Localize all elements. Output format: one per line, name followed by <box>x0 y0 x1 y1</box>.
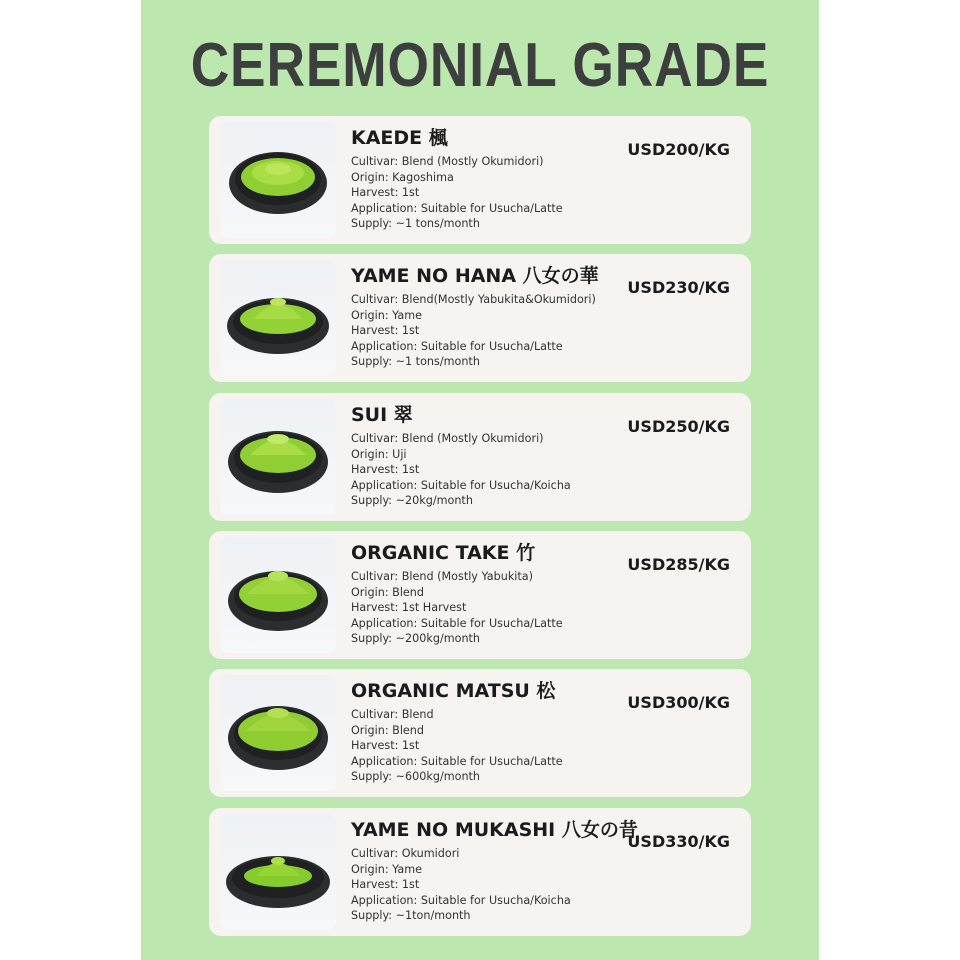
product-application: Application: Suitable for Usucha/Latte <box>351 754 563 768</box>
product-harvest: Harvest: 1st <box>351 186 420 199</box>
product-cultivar: Cultivar: Okumidori <box>351 847 460 860</box>
product-cultivar: Cultivar: Blend (Mostly Okumidori) <box>351 155 544 168</box>
product-name: SUI 翠 <box>351 404 413 426</box>
product-cultivar: Cultivar: Blend (Mostly Yabukita) <box>351 570 534 583</box>
product-price: USD330/KG <box>627 832 730 851</box>
catalog-page <box>141 0 819 960</box>
product-details <box>351 569 563 647</box>
product-application: Application: Suitable for Usucha/Latte <box>351 616 563 630</box>
matcha-powder-plate-image <box>220 122 336 238</box>
product-cultivar: Cultivar: Blend (Mostly Okumidori) <box>351 432 544 445</box>
product-name: ORGANIC TAKE 竹 <box>351 542 536 564</box>
product-card-kaede <box>209 116 751 244</box>
product-details <box>351 707 563 785</box>
product-origin: Origin: Yame <box>351 308 423 322</box>
matcha-powder-plate-image <box>220 675 336 791</box>
product-details <box>351 846 571 924</box>
product-harvest: Harvest: 1st <box>351 739 420 752</box>
product-harvest: Harvest: 1st <box>351 878 420 891</box>
product-price: USD230/KG <box>627 278 730 297</box>
product-card-organic-matsu <box>209 669 751 797</box>
product-details <box>351 292 596 370</box>
matcha-powder-plate-image <box>220 814 336 930</box>
matcha-powder-plate-image <box>220 260 336 376</box>
page-title: CEREMONIAL GRADE <box>190 31 770 100</box>
product-supply: Supply: ~1 tons/month <box>351 355 480 368</box>
product-application: Application: Suitable for Usucha/Koicha <box>351 478 571 492</box>
matcha-powder-plate-image <box>220 537 336 653</box>
matcha-powder-plate-image <box>220 399 336 515</box>
product-supply: Supply: ~1ton/month <box>351 909 471 922</box>
product-cultivar: Cultivar: Blend <box>351 708 434 721</box>
product-price: USD300/KG <box>627 693 730 712</box>
product-origin: Origin: Yame <box>351 862 423 876</box>
product-harvest: Harvest: 1st <box>351 324 420 337</box>
product-name: YAME NO MUKASHI 八女の昔 <box>351 819 638 841</box>
product-application: Application: Suitable for Usucha/Latte <box>351 201 563 215</box>
product-supply: Supply: ~1 tons/month <box>351 217 480 230</box>
product-price: USD200/KG <box>627 140 730 159</box>
product-card-yame-no-hana <box>209 254 751 382</box>
product-details <box>351 431 571 509</box>
product-origin: Origin: Uji <box>351 447 407 461</box>
product-name: ORGANIC MATSU 松 <box>351 680 556 702</box>
product-application: Application: Suitable for Usucha/Koicha <box>351 893 571 907</box>
product-origin: Origin: Kagoshima <box>351 170 454 184</box>
product-cultivar: Cultivar: Blend(Mostly Yabukita&Okumidori) <box>351 293 596 306</box>
product-name: YAME NO HANA 八女の華 <box>351 265 599 287</box>
product-application: Application: Suitable for Usucha/Latte <box>351 339 563 353</box>
product-price: USD285/KG <box>627 555 730 574</box>
product-card-sui <box>209 393 751 521</box>
product-origin: Origin: Blend <box>351 585 424 599</box>
product-supply: Supply: ~200kg/month <box>351 632 481 645</box>
product-card-yame-no-mukashi <box>209 808 751 936</box>
product-supply: Supply: ~600kg/month <box>351 770 481 783</box>
product-price: USD250/KG <box>627 417 730 436</box>
product-details <box>351 154 563 232</box>
product-harvest: Harvest: 1st Harvest <box>351 601 467 614</box>
product-card-organic-take <box>209 531 751 659</box>
product-supply: Supply: ~20kg/month <box>351 494 473 507</box>
product-name: KAEDE 楓 <box>351 127 448 149</box>
product-origin: Origin: Blend <box>351 723 424 737</box>
product-harvest: Harvest: 1st <box>351 463 420 476</box>
